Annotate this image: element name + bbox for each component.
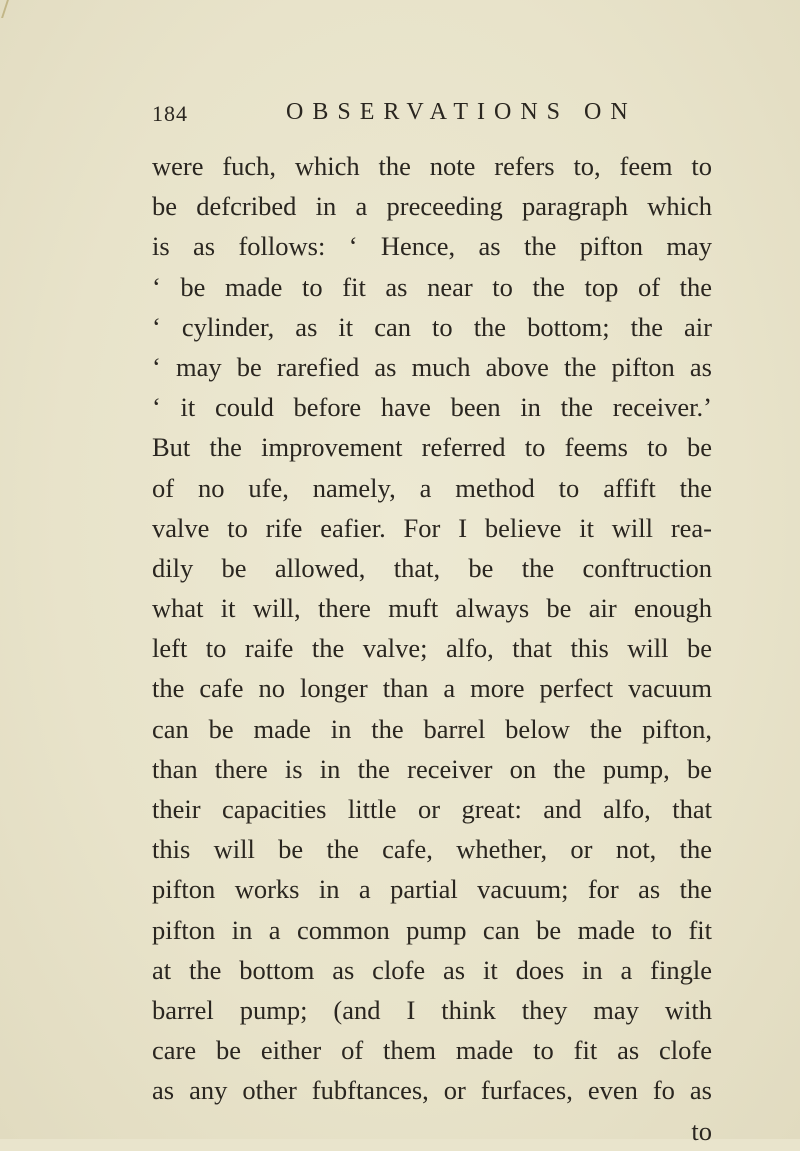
text-line: dily be allowed, that, be the conftruction (152, 552, 712, 583)
body-text (152, 146, 712, 1151)
text-line: barrel pump; (and I think they may with (152, 994, 712, 1025)
text-line: pifton works in a partial vacuum; for as the (152, 874, 712, 905)
text-line: ‘ be made to fit as near to the top of the (152, 271, 712, 302)
text-line: the cafe no longer than a more perfect vacuum (152, 673, 712, 704)
running-title: OBSERVATIONS ON (286, 99, 637, 125)
text-line: this will be the cafe, whether, or not, the (152, 834, 712, 865)
text-line: of no ufe, namely, a method to affift the (152, 472, 712, 503)
text-line: ‘ cylinder, as it can to the bottom; the air (152, 311, 712, 342)
corner-pencil-mark (1, 0, 23, 18)
text-line: as any other fubftances, or furfaces, even fo as (152, 1075, 712, 1106)
text-line: ‘ may be rarefied as much above the pifton as (152, 351, 712, 382)
text-line: their capacities little or great: and alfo, that (152, 794, 712, 824)
text-line: But the improvement referred to feems to be (152, 432, 712, 463)
catchword: to (691, 1115, 712, 1146)
text-line: left to raife the valve; alfo, that this will be (152, 633, 712, 664)
page-number: 184 (152, 101, 188, 126)
text-line: care be either of them made to fit as clofe (152, 1035, 712, 1066)
text-line: pifton in a common pump can be made to fit (152, 914, 712, 945)
text-line: can be made in the barrel below the pifton, (152, 713, 712, 744)
text-line: than there is in the receiver on the pump, be (152, 753, 712, 784)
text-line: ‘ it could before have been in the receiver.’ (152, 392, 712, 423)
text-line: is as follows: ‘ Hence, as the pifton may (152, 231, 712, 262)
text-line: at the bottom as clofe as it does in a fingle (152, 954, 712, 985)
text-line: be defcribed in a preceeding paragraph which (152, 191, 712, 222)
text-line: valve to rife eafier. For I believe it will rea- (152, 512, 712, 543)
text-line: were fuch, which the note refers to, feem to (152, 151, 712, 181)
text-line: what it will, there muft always be air enough (152, 593, 712, 624)
